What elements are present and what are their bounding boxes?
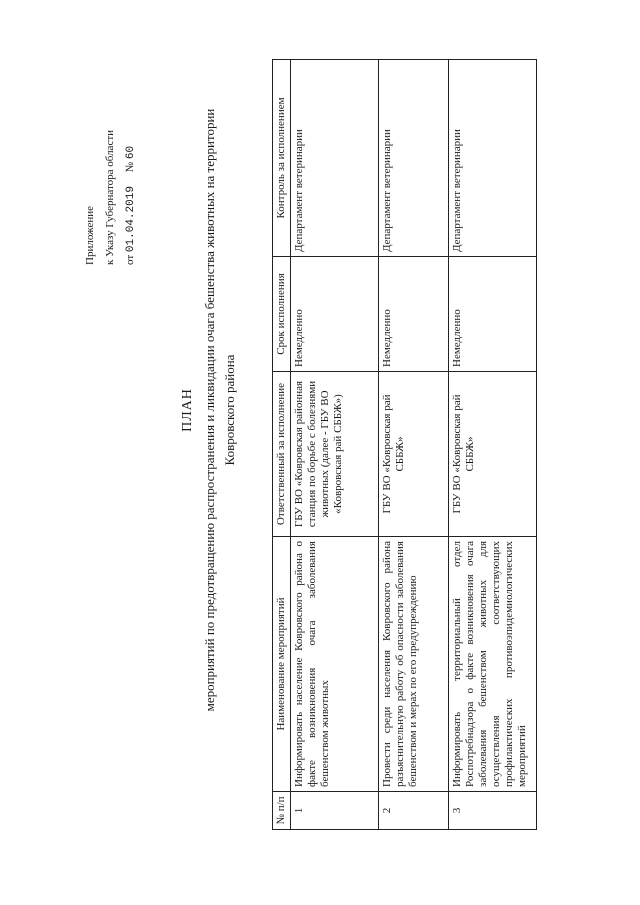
date-prefix: от	[124, 254, 136, 265]
appendix-decree: к Указу Губернатора области	[104, 129, 116, 265]
plan-title: ПЛАН	[180, 388, 195, 432]
row-num: 1	[291, 792, 379, 830]
row-num: 2	[379, 792, 449, 830]
table-row	[291, 60, 379, 830]
number-prefix: №	[124, 161, 136, 173]
row-name: Провести среди населения Ковровского района разъяснительную работу об опасности заболевания бешенством и мерах по его предупреждению	[379, 537, 449, 792]
row-num: 3	[449, 792, 537, 830]
row-control: Департамент ветеринарии	[449, 60, 537, 257]
header-control: Контроль за исполнением	[273, 60, 291, 257]
table-row	[379, 60, 449, 830]
plan-table	[272, 59, 537, 830]
decree-number: 60	[125, 145, 137, 160]
row-term: Немедленно	[449, 257, 537, 372]
row-name: Информировать население Ковровского района о факте возникновения очага заболевания бешенством животных	[291, 537, 379, 792]
subtitle-line-2: Ковровского района	[222, 354, 237, 466]
row-term: Немедленно	[379, 257, 449, 372]
row-term: Немедленно	[291, 257, 379, 372]
row-responsible: ГБУ ВО «Ковровская рай СББЖ»	[449, 372, 537, 537]
row-name: Информировать территориальный отдел Роспотребнадзора о факте возникновения очага заболевания бешенством животных для осуществления соответствующих профилактических противоэпидемиологических мероприятий	[449, 537, 537, 792]
header-name: Наименование мероприятий	[273, 537, 291, 792]
row-responsible: ГБУ ВО «Ковровская рай СББЖ»	[379, 372, 449, 537]
row-control: Департамент ветеринарии	[291, 60, 379, 257]
header-term: Срок исполнения	[273, 257, 291, 372]
appendix-date-line	[120, 130, 141, 265]
plan-subtitle	[200, 65, 240, 755]
appendix-label: Приложение	[84, 205, 96, 265]
row-responsible: ГБУ ВО «Ковровская районная станция по борьбе с болезнями животных (далее - ГБУ ВО «Ковровская рай СББЖ»)	[291, 372, 379, 537]
header-num: № п/п	[273, 792, 291, 830]
subtitle-line-1: мероприятий по предотвращению распространения и ликвидации очага бешенства животных на территории	[202, 108, 217, 712]
decree-date: 01.04.2019	[125, 186, 137, 253]
header-responsible: Ответственный за исполнение	[273, 372, 291, 537]
table-header-row	[273, 60, 291, 830]
table-row	[449, 60, 537, 830]
appendix-block	[80, 130, 141, 265]
row-control: Департамент ветеринарии	[379, 60, 449, 257]
